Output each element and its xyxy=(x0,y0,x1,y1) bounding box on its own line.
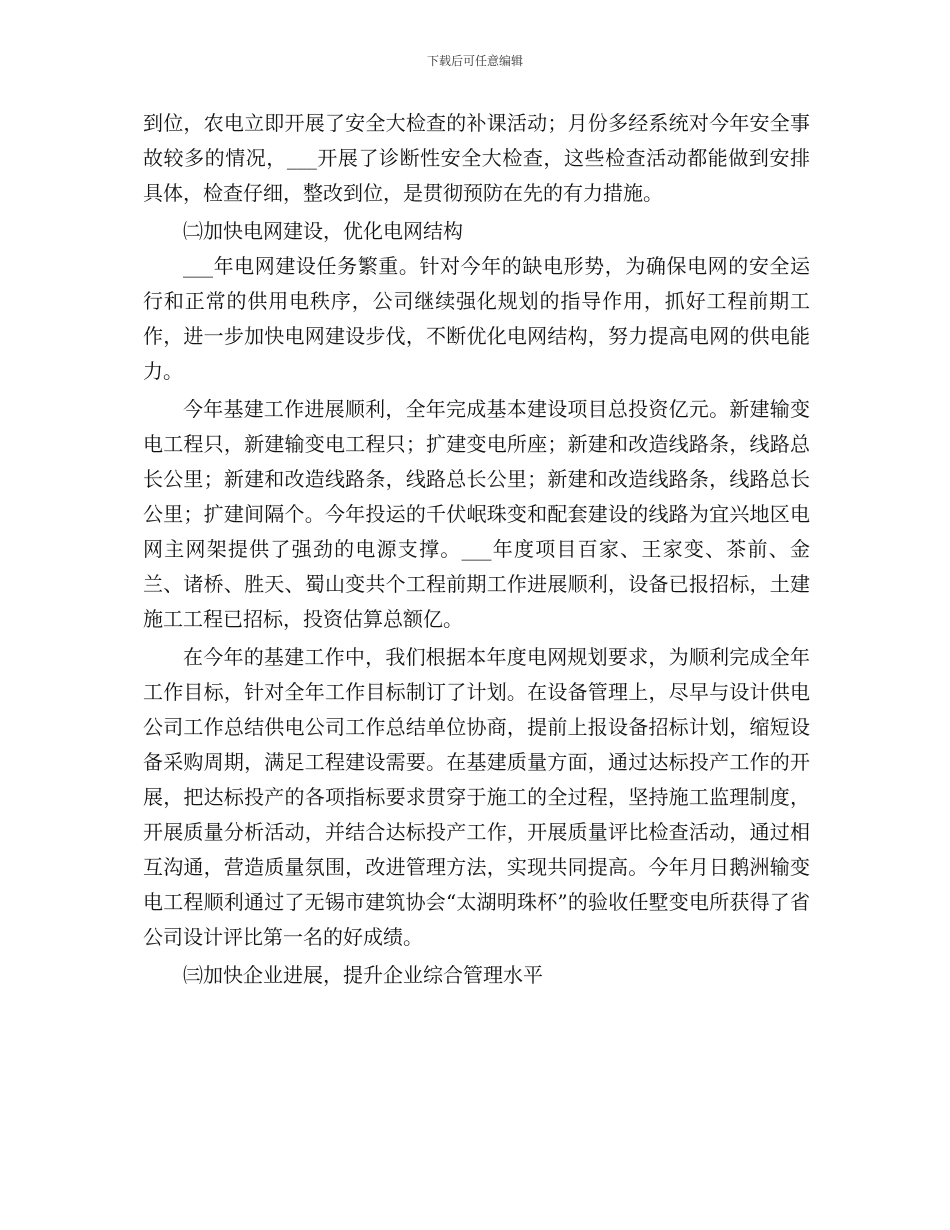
section-heading-3: ㈢加快企业进展，提升企业综合管理水平 xyxy=(183,963,543,987)
paragraph-3: 今年基建工作进展顺利，全年完成基本建设项目总投资亿元。新建输变电工程只，新建输变电工程只；扩建变电所座；新建和改造线路条，线路总长公里；新建和改造线路条，线路总长公里；新建和改造线路条，线路总长公里；扩建间隔个。今年投运的千伏岷珠变和配套建设的线路为宜兴地区电网主网架提供了强劲的电源支撑。___年度项目百家、王家变、茶前、金兰、诸桥、胜天、蜀山变共个工程前期工作进展顺利，设备已报招标，土建施工工程已招标，投资估算总额亿。 xyxy=(143,397,810,631)
section-heading-2: ㈡加快电网建设，优化电网结构 xyxy=(183,219,463,243)
paragraph-1: 到位，农电立即开展了安全大检查的补课活动；月份多经系统对今年安全事故较多的情况，___开展了诊断性安全大检查，这些检查活动都能做到安排具体，检查仔细，整改到位，是贯彻预防在先的有力措施。 xyxy=(143,111,810,205)
page-header: 下载后可任意编辑 xyxy=(426,54,523,68)
paragraph-2: ___年电网建设任务繁重。针对今年的缺电形势，为确保电网的安全运行和正常的供用电秩序，公司继续强化规划的指导作用，抓好工程前期工作，进一步加快电网建设步伐，不断优化电网结构，努力提高电网的供电能力。 xyxy=(143,254,810,383)
document-body xyxy=(143,106,810,993)
paragraph-4: 在今年的基建工作中，我们根据本年度电网规划要求，为顺利完成全年工作目标，针对全年工作目标制订了计划。在设备管理上，尽早与设计供电公司工作总结供电公司工作总结单位协商，提前上报设备招标计划，缩短设备采购周期，满足工程建设需要。在基建质量方面，通过达标投产工作的开展，把达标投产的各项指标要求贯穿于施工的全过程，坚持施工监理制度，开展质量分析活动，并结合达标投产工作，开展质量评比检查活动，通过相互沟通，营造质量氛围，改进管理方法，实现共同提高。今年月日鹅洲输变电工程顺利通过了无锡市建筑协会“太湖明珠杯”的验收任墅变电所获得了省公司设计评比第一名的好成绩。 xyxy=(143,645,810,949)
